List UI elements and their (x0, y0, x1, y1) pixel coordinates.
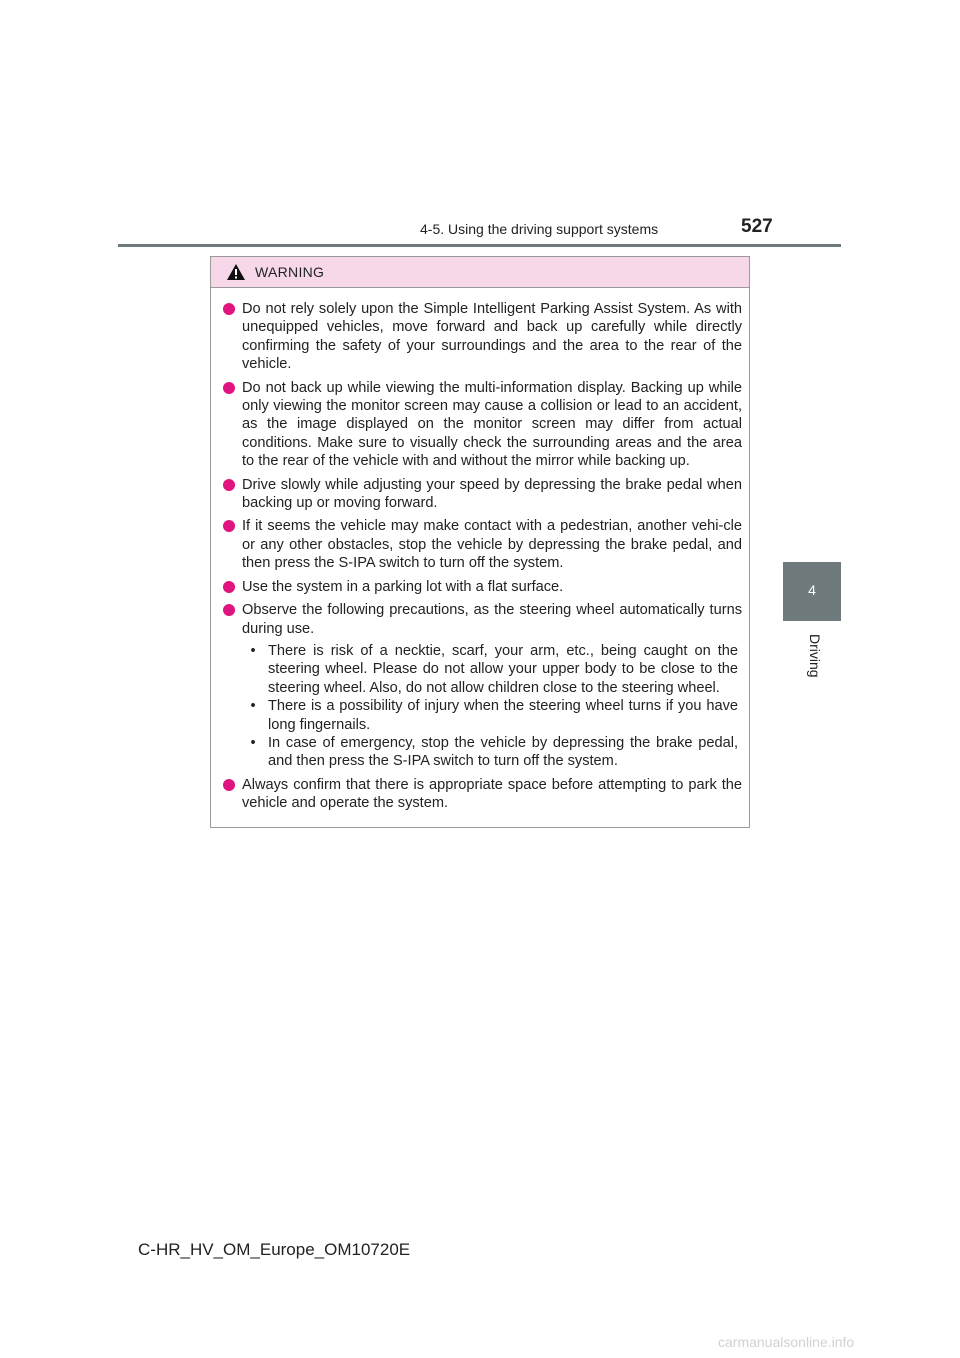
header-divider (118, 244, 841, 247)
warning-title: WARNING (255, 264, 325, 280)
bullet-icon (223, 303, 235, 315)
precaution-text: There is risk of a necktie, scarf, your arm, etc., being caught on the steering wheel. Please do not allow your upper body to be close to the steering wheel. Also, do not allow children close to the steering wheel. (268, 642, 738, 696)
warning-item (223, 776, 742, 813)
sub-bullet: • (250, 698, 256, 715)
warning-item-text: Do not rely solely upon the Simple Intelligent Parking Assist System. As with unequipped vehicles, move forward and back up carefully while directly confirming the safety of your surroundings and the area to the rear of the vehicle. (242, 301, 742, 373)
warning-item (223, 300, 742, 374)
warning-item-text: Drive slowly while adjusting your speed by depressing the brake pedal when backing up or moving forward. (242, 476, 742, 512)
warning-item (223, 476, 742, 513)
bullet-icon (223, 779, 235, 791)
warning-triangle-icon (226, 263, 246, 281)
bullet-icon (223, 479, 235, 491)
warning-item-text: If it seems the vehicle may make contact with a pedestrian, another vehi-cle or any other obstacles, stop the vehicle by depressing the brake pedal, and then press the S-IPA switch to turn off the system. (242, 518, 742, 572)
warning-item-text: Use the system in a parking lot with a flat surface. (242, 578, 564, 595)
warning-item-text: Always confirm that there is appropriate space before attempting to park the vehicle and operate the system. (242, 776, 742, 812)
warning-item-text: Do not back up while viewing the multi-information display. Backing up while only viewing the monitor screen may cause a collision or lead to an accident, as the image displayed on the monitor screen may differ from actual conditions. Make sure to visually check the surrounding areas and the area to the rear of the vehicle with and without the mirror while backing up. (242, 379, 742, 470)
warning-item (223, 517, 742, 572)
bullet-icon (223, 382, 235, 394)
warning-body (211, 288, 749, 813)
warning-header (211, 257, 749, 288)
precaution-text: In case of emergency, stop the vehicle by depressing the brake pedal, and then press the S-IPA switch to turn off the system. (268, 734, 738, 770)
precaution-item (242, 697, 742, 734)
bullet-icon (223, 604, 235, 616)
page-number: 527 (741, 216, 773, 237)
sub-bullet: • (250, 642, 256, 659)
warning-item-text: Observe the following precautions, as the steering wheel automatically turns during use. (242, 602, 742, 637)
document-code: C-HR_HV_OM_Europe_OM10720E (138, 1240, 411, 1259)
watermark-text: carmanualsonline.info (718, 1334, 855, 1350)
precaution-text: There is a possibility of injury when the steering wheel turns if you have long fingernails. (268, 698, 738, 733)
warning-box (210, 256, 750, 828)
sub-bullet: • (250, 734, 256, 751)
warning-item (223, 379, 742, 471)
precaution-item (242, 734, 742, 771)
bullet-icon (223, 581, 235, 593)
warning-item (223, 578, 742, 596)
bullet-icon (223, 520, 235, 532)
chapter-tab (783, 562, 841, 621)
warning-item (223, 601, 742, 771)
precaution-list (242, 642, 742, 771)
precaution-item (242, 642, 742, 697)
chapter-label: Driving (807, 634, 823, 678)
section-title: 4-5. Using the driving support systems (420, 221, 659, 237)
chapter-number: 4 (808, 582, 816, 598)
